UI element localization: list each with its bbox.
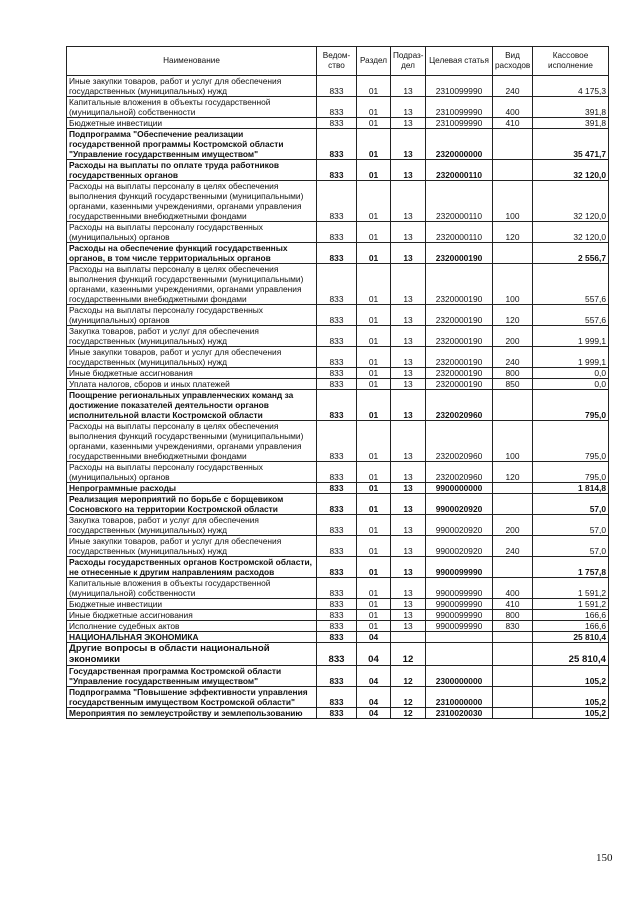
row-celevaya-statya: 2320000000 xyxy=(426,129,493,160)
row-kassovoe-ispolnenie: 105,2 xyxy=(533,708,609,719)
row-kassovoe-ispolnenie: 166,6 xyxy=(533,610,609,621)
row-celevaya-statya: 9900020920 xyxy=(426,515,493,536)
row-vedomstvo: 833 xyxy=(317,536,357,557)
row-podrazdel: 12 xyxy=(391,687,426,708)
row-razdel: 01 xyxy=(357,421,391,462)
row-vedomstvo: 833 xyxy=(317,421,357,462)
row-celevaya-statya: 2320000110 xyxy=(426,222,493,243)
row-vid-rashodov: 240 xyxy=(493,347,533,368)
row-podrazdel: 13 xyxy=(391,610,426,621)
row-celevaya-statya: 2320000110 xyxy=(426,181,493,222)
table-row xyxy=(67,666,609,687)
row-celevaya-statya: 2320000190 xyxy=(426,347,493,368)
row-vid-rashodov xyxy=(493,687,533,708)
row-name: Расходы на выплаты персоналу государственных (муниципальных) органов xyxy=(67,305,317,326)
row-podrazdel: 13 xyxy=(391,305,426,326)
row-vedomstvo: 833 xyxy=(317,578,357,599)
row-celevaya-statya: 2320000190 xyxy=(426,368,493,379)
row-kassovoe-ispolnenie: 57,0 xyxy=(533,536,609,557)
row-razdel: 01 xyxy=(357,326,391,347)
row-name: Иные бюджетные ассигнования xyxy=(67,368,317,379)
row-name: Непрограммные расходы xyxy=(67,483,317,494)
row-name: Подпрограмма "Обеспечение реализации государственной программы Костромской области "Управление государственным имуществом" xyxy=(67,129,317,160)
header-name: Наименование xyxy=(67,47,317,76)
row-podrazdel: 13 xyxy=(391,326,426,347)
row-kassovoe-ispolnenie: 1 999,1 xyxy=(533,326,609,347)
row-kassovoe-ispolnenie: 105,2 xyxy=(533,666,609,687)
table-row xyxy=(67,379,609,390)
row-razdel: 01 xyxy=(357,243,391,264)
table-row xyxy=(67,222,609,243)
table-row xyxy=(67,181,609,222)
row-kassovoe-ispolnenie: 32 120,0 xyxy=(533,222,609,243)
row-vedomstvo: 833 xyxy=(317,610,357,621)
row-name: Капитальные вложения в объекты государственной (муниципальной) собственности xyxy=(67,97,317,118)
row-vid-rashodov xyxy=(493,557,533,578)
row-razdel: 04 xyxy=(357,687,391,708)
row-kassovoe-ispolnenie: 1 591,2 xyxy=(533,599,609,610)
row-vid-rashodov: 410 xyxy=(493,118,533,129)
row-podrazdel: 13 xyxy=(391,599,426,610)
row-name: НАЦИОНАЛЬНАЯ ЭКОНОМИКА xyxy=(67,632,317,643)
row-kassovoe-ispolnenie: 0,0 xyxy=(533,379,609,390)
row-vid-rashodov: 120 xyxy=(493,222,533,243)
row-vid-rashodov: 100 xyxy=(493,181,533,222)
row-podrazdel: 13 xyxy=(391,536,426,557)
table-row xyxy=(67,76,609,97)
header-razdel: Раздел xyxy=(357,47,391,76)
row-name: Реализация мероприятий по борьбе с борщевиком Сосновского на территории Костромской области xyxy=(67,494,317,515)
table-row xyxy=(67,687,609,708)
row-kassovoe-ispolnenie: 32 120,0 xyxy=(533,181,609,222)
table-row xyxy=(67,118,609,129)
row-razdel: 01 xyxy=(357,483,391,494)
row-kassovoe-ispolnenie: 1 999,1 xyxy=(533,347,609,368)
table-row xyxy=(67,643,609,666)
row-vid-rashodov xyxy=(493,643,533,666)
row-celevaya-statya: 2320020960 xyxy=(426,390,493,421)
row-podrazdel xyxy=(391,632,426,643)
row-celevaya-statya xyxy=(426,632,493,643)
table-row xyxy=(67,129,609,160)
row-celevaya-statya: 2320000190 xyxy=(426,264,493,305)
row-name: Иные закупки товаров, работ и услуг для обеспечения государственных (муниципальных) нужд xyxy=(67,536,317,557)
row-kassovoe-ispolnenie: 795,0 xyxy=(533,462,609,483)
row-name: Исполнение судебных актов xyxy=(67,621,317,632)
row-celevaya-statya: 2320000190 xyxy=(426,305,493,326)
table-row xyxy=(67,578,609,599)
row-celevaya-statya: 2320000190 xyxy=(426,326,493,347)
row-vid-rashodov: 120 xyxy=(493,462,533,483)
table-header-row xyxy=(67,47,609,76)
row-podrazdel: 13 xyxy=(391,515,426,536)
row-name: Закупка товаров, работ и услуг для обеспечения государственных (муниципальных) нужд xyxy=(67,326,317,347)
header-celevaya-statya: Целевая статья xyxy=(426,47,493,76)
row-name: Подпрограмма "Повышение эффективности управления государственным имуществом Костромской области" xyxy=(67,687,317,708)
row-razdel: 01 xyxy=(357,222,391,243)
row-name: Иные бюджетные ассигнования xyxy=(67,610,317,621)
row-vid-rashodov: 240 xyxy=(493,76,533,97)
header-vedomstvo: Ведом-ство xyxy=(317,47,357,76)
row-vid-rashodov xyxy=(493,632,533,643)
row-vedomstvo: 833 xyxy=(317,118,357,129)
row-name: Иные закупки товаров, работ и услуг для обеспечения государственных (муниципальных) нужд xyxy=(67,347,317,368)
row-razdel: 01 xyxy=(357,181,391,222)
row-vid-rashodov xyxy=(493,243,533,264)
table-row xyxy=(67,305,609,326)
row-razdel: 01 xyxy=(357,305,391,326)
row-vedomstvo: 833 xyxy=(317,557,357,578)
row-vid-rashodov xyxy=(493,160,533,181)
row-podrazdel: 13 xyxy=(391,97,426,118)
row-vedomstvo: 833 xyxy=(317,243,357,264)
row-vedomstvo: 833 xyxy=(317,76,357,97)
row-razdel: 01 xyxy=(357,390,391,421)
row-vedomstvo: 833 xyxy=(317,129,357,160)
row-kassovoe-ispolnenie: 1 591,2 xyxy=(533,578,609,599)
page-number: 150 xyxy=(596,852,613,864)
table-row xyxy=(67,557,609,578)
row-podrazdel: 13 xyxy=(391,222,426,243)
row-celevaya-statya: 2310099990 xyxy=(426,76,493,97)
row-name: Расходы на выплаты персоналу в целях обеспечения выполнения функций государственными (муниципальными) органами, казенными учреждениями, органами управления государственными внебюджетными фондами xyxy=(67,181,317,222)
row-vid-rashodov xyxy=(493,494,533,515)
table-row xyxy=(67,708,609,719)
row-name: Поощрение региональных управленческих команд за достижение показателей деятельности органов исполнительной власти Костромской области xyxy=(67,390,317,421)
row-razdel: 01 xyxy=(357,97,391,118)
row-celevaya-statya: 2320000190 xyxy=(426,243,493,264)
row-name: Расходы государственных органов Костромской области, не отнесенные к другим направлениям расходов xyxy=(67,557,317,578)
row-podrazdel: 13 xyxy=(391,621,426,632)
row-podrazdel: 12 xyxy=(391,643,426,666)
row-razdel: 01 xyxy=(357,599,391,610)
row-razdel: 01 xyxy=(357,494,391,515)
row-celevaya-statya: 9900000000 xyxy=(426,483,493,494)
row-vedomstvo: 833 xyxy=(317,483,357,494)
row-vid-rashodov: 400 xyxy=(493,97,533,118)
row-celevaya-statya: 9900099990 xyxy=(426,557,493,578)
row-celevaya-statya: 9900099990 xyxy=(426,610,493,621)
row-vid-rashodov: 240 xyxy=(493,536,533,557)
row-podrazdel: 13 xyxy=(391,462,426,483)
row-podrazdel: 13 xyxy=(391,494,426,515)
row-kassovoe-ispolnenie: 795,0 xyxy=(533,421,609,462)
row-podrazdel: 13 xyxy=(391,557,426,578)
row-podrazdel: 13 xyxy=(391,483,426,494)
table-row xyxy=(67,243,609,264)
row-vid-rashodov xyxy=(493,666,533,687)
row-vid-rashodov: 200 xyxy=(493,326,533,347)
row-vid-rashodov: 850 xyxy=(493,379,533,390)
row-razdel: 01 xyxy=(357,462,391,483)
row-name: Расходы на выплаты персоналу государственных (муниципальных) органов xyxy=(67,222,317,243)
row-name: Расходы на выплаты по оплате труда работников государственных органов xyxy=(67,160,317,181)
row-podrazdel: 13 xyxy=(391,118,426,129)
row-celevaya-statya xyxy=(426,643,493,666)
table-row xyxy=(67,97,609,118)
table-row xyxy=(67,621,609,632)
row-vid-rashodov: 100 xyxy=(493,421,533,462)
row-kassovoe-ispolnenie: 4 175,3 xyxy=(533,76,609,97)
row-kassovoe-ispolnenie: 166,6 xyxy=(533,621,609,632)
row-name: Капитальные вложения в объекты государственной (муниципальной) собственности xyxy=(67,578,317,599)
row-kassovoe-ispolnenie: 557,6 xyxy=(533,305,609,326)
row-vedomstvo: 833 xyxy=(317,160,357,181)
header-podrazdel: Подраз-дел xyxy=(391,47,426,76)
row-name: Расходы на выплаты персоналу в целях обеспечения выполнения функций государственными (муниципальными) органами, казенными учреждениями, органами управления государственными внебюджетными фондами xyxy=(67,421,317,462)
row-vid-rashodov: 800 xyxy=(493,368,533,379)
row-kassovoe-ispolnenie: 25 810,4 xyxy=(533,643,609,666)
table-body xyxy=(67,76,609,719)
row-kassovoe-ispolnenie: 1 757,8 xyxy=(533,557,609,578)
table-row xyxy=(67,160,609,181)
row-vedomstvo: 833 xyxy=(317,494,357,515)
row-podrazdel: 13 xyxy=(391,76,426,97)
row-kassovoe-ispolnenie: 391,8 xyxy=(533,118,609,129)
row-celevaya-statya: 2310020030 xyxy=(426,708,493,719)
row-vedomstvo: 833 xyxy=(317,181,357,222)
table-row xyxy=(67,368,609,379)
row-name: Расходы на обеспечение функций государственных органов, в том числе территориальных органов xyxy=(67,243,317,264)
row-kassovoe-ispolnenie: 57,0 xyxy=(533,515,609,536)
table-row xyxy=(67,462,609,483)
row-vedomstvo: 833 xyxy=(317,222,357,243)
row-vedomstvo: 833 xyxy=(317,305,357,326)
row-podrazdel: 13 xyxy=(391,264,426,305)
row-razdel: 01 xyxy=(357,621,391,632)
row-kassovoe-ispolnenie: 57,0 xyxy=(533,494,609,515)
row-vid-rashodov: 830 xyxy=(493,621,533,632)
row-vedomstvo: 833 xyxy=(317,687,357,708)
row-celevaya-statya: 9900099990 xyxy=(426,578,493,599)
row-vid-rashodov: 120 xyxy=(493,305,533,326)
row-razdel: 01 xyxy=(357,347,391,368)
row-podrazdel: 13 xyxy=(391,421,426,462)
table-row xyxy=(67,264,609,305)
table-row xyxy=(67,632,609,643)
table-row xyxy=(67,494,609,515)
row-kassovoe-ispolnenie: 795,0 xyxy=(533,390,609,421)
row-podrazdel: 13 xyxy=(391,390,426,421)
table-row xyxy=(67,483,609,494)
row-celevaya-statya: 9900020920 xyxy=(426,536,493,557)
row-vedomstvo: 833 xyxy=(317,666,357,687)
row-vedomstvo: 833 xyxy=(317,379,357,390)
row-razdel: 01 xyxy=(357,578,391,599)
row-kassovoe-ispolnenie: 1 814,8 xyxy=(533,483,609,494)
row-vid-rashodov: 200 xyxy=(493,515,533,536)
row-name: Бюджетные инвестиции xyxy=(67,118,317,129)
row-celevaya-statya: 9900099990 xyxy=(426,621,493,632)
row-vid-rashodov: 800 xyxy=(493,610,533,621)
row-kassovoe-ispolnenie: 35 471,7 xyxy=(533,129,609,160)
row-celevaya-statya: 2320000110 xyxy=(426,160,493,181)
row-razdel: 01 xyxy=(357,515,391,536)
row-podrazdel: 12 xyxy=(391,666,426,687)
table-row xyxy=(67,599,609,610)
row-kassovoe-ispolnenie: 391,8 xyxy=(533,97,609,118)
row-razdel: 01 xyxy=(357,368,391,379)
row-celevaya-statya: 9900099990 xyxy=(426,599,493,610)
row-celevaya-statya: 9900020920 xyxy=(426,494,493,515)
row-vedomstvo: 833 xyxy=(317,368,357,379)
row-podrazdel: 13 xyxy=(391,160,426,181)
row-kassovoe-ispolnenie: 2 556,7 xyxy=(533,243,609,264)
row-kassovoe-ispolnenie: 25 810,4 xyxy=(533,632,609,643)
row-vedomstvo: 833 xyxy=(317,326,357,347)
row-celevaya-statya: 2320020960 xyxy=(426,462,493,483)
header-kassovoe-ispolnenie: Кассовое исполнение xyxy=(533,47,609,76)
row-razdel: 01 xyxy=(357,610,391,621)
row-vedomstvo: 833 xyxy=(317,97,357,118)
row-razdel: 01 xyxy=(357,129,391,160)
row-vid-rashodov xyxy=(493,483,533,494)
table-row xyxy=(67,421,609,462)
row-vid-rashodov xyxy=(493,708,533,719)
row-razdel: 04 xyxy=(357,643,391,666)
row-podrazdel: 13 xyxy=(391,368,426,379)
row-name: Расходы на выплаты персоналу в целях обеспечения выполнения функций государственными (муниципальными) органами, казенными учреждениями, органами управления государственными внебюджетными фондами xyxy=(67,264,317,305)
row-podrazdel: 13 xyxy=(391,181,426,222)
row-podrazdel: 13 xyxy=(391,347,426,368)
table-row xyxy=(67,347,609,368)
row-vid-rashodov xyxy=(493,129,533,160)
row-vedomstvo: 833 xyxy=(317,632,357,643)
budget-table xyxy=(66,46,609,719)
row-razdel: 04 xyxy=(357,666,391,687)
row-celevaya-statya: 2320020960 xyxy=(426,421,493,462)
row-name: Иные закупки товаров, работ и услуг для обеспечения государственных (муниципальных) нужд xyxy=(67,76,317,97)
table-row xyxy=(67,536,609,557)
row-name: Уплата налогов, сборов и иных платежей xyxy=(67,379,317,390)
row-name: Мероприятия по землеустройству и землепользованию xyxy=(67,708,317,719)
row-podrazdel: 13 xyxy=(391,578,426,599)
row-vid-rashodov xyxy=(493,390,533,421)
row-razdel: 01 xyxy=(357,118,391,129)
row-celevaya-statya: 2300000000 xyxy=(426,666,493,687)
row-vedomstvo: 833 xyxy=(317,515,357,536)
row-vedomstvo: 833 xyxy=(317,462,357,483)
row-vid-rashodov: 100 xyxy=(493,264,533,305)
row-razdel: 01 xyxy=(357,264,391,305)
row-razdel: 01 xyxy=(357,557,391,578)
row-celevaya-statya: 2320000190 xyxy=(426,379,493,390)
row-name: Бюджетные инвестиции xyxy=(67,599,317,610)
table-row xyxy=(67,390,609,421)
row-razdel: 04 xyxy=(357,632,391,643)
row-podrazdel: 13 xyxy=(391,243,426,264)
row-kassovoe-ispolnenie: 557,6 xyxy=(533,264,609,305)
row-celevaya-statya: 2310099990 xyxy=(426,97,493,118)
row-vedomstvo: 833 xyxy=(317,347,357,368)
row-name: Закупка товаров, работ и услуг для обеспечения государственных (муниципальных) нужд xyxy=(67,515,317,536)
row-vedomstvo: 833 xyxy=(317,643,357,666)
row-celevaya-statya: 2310099990 xyxy=(426,118,493,129)
row-name: Расходы на выплаты персоналу государственных (муниципальных) органов xyxy=(67,462,317,483)
row-vedomstvo: 833 xyxy=(317,264,357,305)
row-razdel: 01 xyxy=(357,160,391,181)
table-row xyxy=(67,610,609,621)
row-podrazdel: 13 xyxy=(391,379,426,390)
row-vedomstvo: 833 xyxy=(317,708,357,719)
header-vid-rashodov: Вид расходов xyxy=(493,47,533,76)
table-row xyxy=(67,515,609,536)
row-razdel: 01 xyxy=(357,379,391,390)
row-celevaya-statya: 2310000000 xyxy=(426,687,493,708)
row-vid-rashodov: 400 xyxy=(493,578,533,599)
row-name: Другие вопросы в области национальной экономики xyxy=(67,643,317,666)
row-podrazdel: 13 xyxy=(391,129,426,160)
row-name: Государственная программа Костромской области "Управление государственным имуществом" xyxy=(67,666,317,687)
row-podrazdel: 12 xyxy=(391,708,426,719)
row-kassovoe-ispolnenie: 0,0 xyxy=(533,368,609,379)
row-kassovoe-ispolnenie: 105,2 xyxy=(533,687,609,708)
row-kassovoe-ispolnenie: 32 120,0 xyxy=(533,160,609,181)
row-vedomstvo: 833 xyxy=(317,599,357,610)
row-razdel: 01 xyxy=(357,76,391,97)
row-vid-rashodov: 410 xyxy=(493,599,533,610)
row-vedomstvo: 833 xyxy=(317,390,357,421)
table-row xyxy=(67,326,609,347)
row-razdel: 04 xyxy=(357,708,391,719)
row-vedomstvo: 833 xyxy=(317,621,357,632)
row-razdel: 01 xyxy=(357,536,391,557)
